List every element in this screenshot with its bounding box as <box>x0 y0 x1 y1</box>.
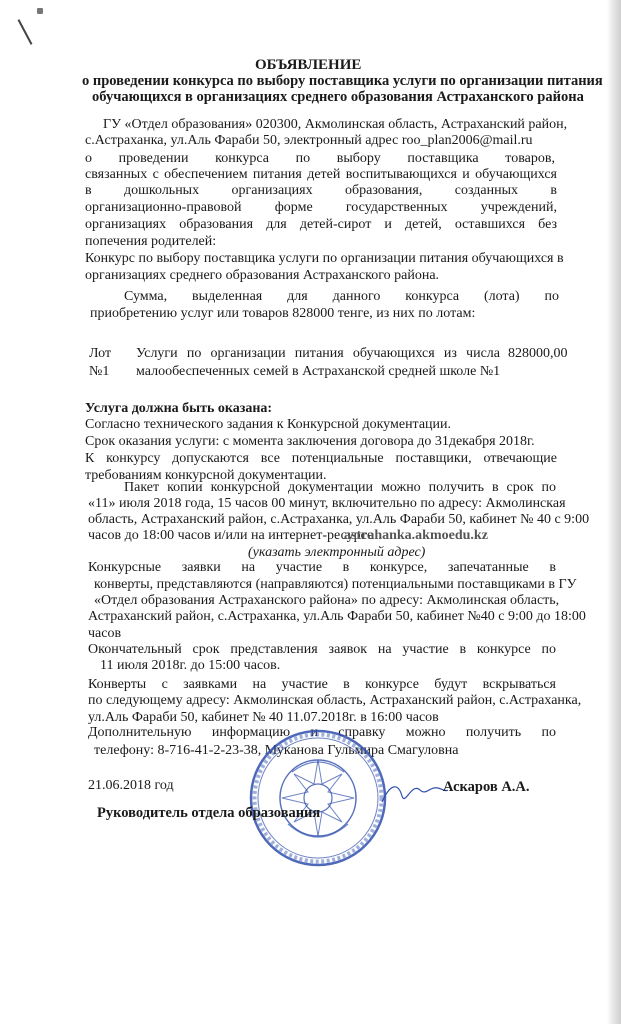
intro-line: связанных с обеспечением питания детей воспитывающихся и обучающихся <box>85 167 557 182</box>
intro-line: о проведении конкурса по выбору поставщика товаров, <box>85 151 555 166</box>
admission-line: К конкурсу допускаются все потенциальные поставщики, отвечающие <box>85 451 557 466</box>
service-heading: Услуга должна быть оказана: <box>85 401 273 416</box>
sum-line: приобретению услуг или товаров 828000 тенге, из них по лотам: <box>90 306 476 321</box>
lot-number: Лот <box>89 346 112 361</box>
intro-line: в дошкольных организациях образования, созданных в <box>85 183 557 198</box>
intro-line: попечения родителей: <box>85 234 217 249</box>
scan-mark <box>18 19 33 45</box>
lot-description: малообеспеченных семей в Астраханской средней школе №1 <box>136 364 501 379</box>
opening-line: ул.Аль Фараби 50, кабинет № 40 11.07.2018г. в 16:00 часов <box>88 710 439 725</box>
handwritten-signature-icon <box>380 778 450 808</box>
deadline-line: Окончательный срок представления заявок на участие в конкурсе по <box>88 642 556 657</box>
intro-line: организациях образования для детей-сирот и детей, оставшихся без <box>85 217 557 232</box>
package-line: область, Астраханский район, с.Астраханка, ул.Аль Фараби 50, кабинет № 40 с 9:00 <box>88 512 590 527</box>
website-note: (указать электронный адрес) <box>248 545 426 560</box>
lot-amount: 828000,00 <box>508 346 568 361</box>
service-line: Согласно технического задания к Конкурсной документации. <box>85 417 452 432</box>
signatory-name: Аскаров А.А. <box>443 779 530 795</box>
applications-line: Конкурсные заявки на участие в конкурсе, запечатанные в <box>88 560 556 575</box>
package-line: часов до 18:00 часов и/или на интернет-ресурсе astrahanka.akmoedu.kz <box>88 528 488 543</box>
applications-line: часов <box>88 626 122 641</box>
subtitle-line-1: о проведении конкурса по выбору поставщика услуги по организации питания <box>82 73 603 89</box>
intro-line: ГУ «Отдел образования» 020300, Акмолинская область, Астраханский район, <box>103 117 568 132</box>
lot-number: №1 <box>89 364 110 379</box>
scan-dot <box>37 8 43 14</box>
applications-line: Астраханский район, с.Астраханка, ул.Аль Фараби 50, кабинет №40 с 9:00 до 18:00 <box>88 609 586 624</box>
official-seal-icon <box>248 728 388 868</box>
intro-line: организационно-правовой форме государственных учреждений, <box>85 200 557 215</box>
opening-line: Конверты с заявками на участие в конкурсе будут вскрываться <box>88 677 556 692</box>
service-line: Срок оказания услуги: с момента заключения договора до 31декабря 2018г. <box>85 434 535 449</box>
lot-description: Услуги по организации питания обучающихся из числа <box>136 346 500 361</box>
admission-line: требованиям конкурсной документации. <box>85 468 327 483</box>
info-line: телефону: 8-716-41-2-23-38, Муканова Гульмира Смагуловна <box>94 743 459 758</box>
deadline-line: 11 июля 2018г. до 15:00 часов. <box>100 658 281 673</box>
page-title: ОБЪЯВЛЕНИЕ <box>255 57 362 73</box>
opening-line: по следующему адресу: Акмолинская область, Астраханский район, с.Астраханка, <box>88 693 582 708</box>
document-date: 21.06.2018 год <box>88 778 174 793</box>
sum-line: Сумма, выделенная для данного конкурса (лота) по <box>124 289 559 304</box>
purpose-line: Конкурс по выбору поставщика услуги по организации питания обучающихся в <box>85 251 564 266</box>
signatory-title: Руководитель отдела образования <box>97 805 321 821</box>
intro-line: с.Астраханка, ул.Аль Фараби 50, электронный адрес roo_plan2006@mail.ru <box>85 133 533 148</box>
website-link[interactable]: astrahanka.akmoedu.kz <box>344 528 488 543</box>
applications-line: конверты, представляются (направляются) потенциальными поставщиками в ГУ <box>94 577 577 592</box>
info-line: Дополнительную информацию и справку можно получить по <box>88 725 556 740</box>
purpose-line: организациях среднего образования Астраханского района. <box>85 268 440 283</box>
paper-edge-shadow <box>607 0 621 1024</box>
package-line: «11» июля 2018 года, 15 часов 00 минут, включительно по адресу: Акмолинская <box>88 496 566 511</box>
applications-line: «Отдел образования Астраханского района» по адресу: Акмолинская область, <box>94 593 560 608</box>
package-line: Пакет копии конкурсной документации можно получить в срок по <box>124 480 556 495</box>
subtitle-line-2: обучающихся в организациях среднего образования Астраханского района <box>92 89 584 105</box>
